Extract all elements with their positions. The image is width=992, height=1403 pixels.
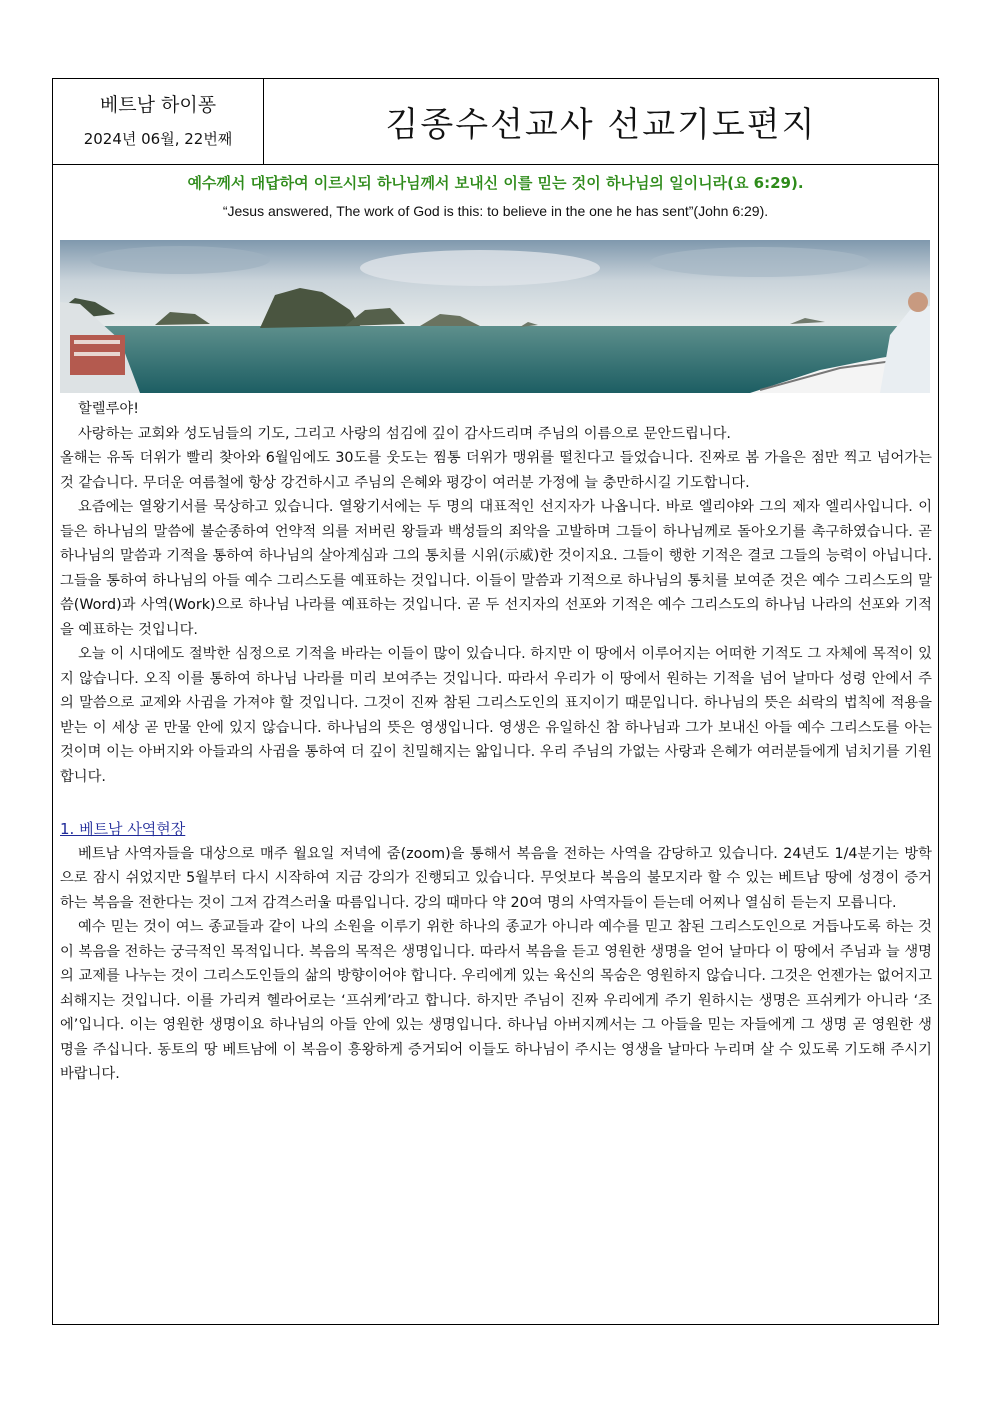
paragraph: 요즘에는 열왕기서를 묵상하고 있습니다. 열왕기서에는 두 명의 대표적인 선지자가 나옵니다. 바로 엘리야와 그의 제자 엘리사입니다. 이들은 하나님의 말씀에 불순종하여 언약적 의를 저버린 왕들과 백성들의 죄악을 고발하며 그들이 하나님께로 돌아오기를 촉구하였습니다. 곧 하나님의 말씀과 기적을 통하여 하나님의 살아계심과 그의 통치를 시위(示威)한 것이지요. 그들이 행한 기적은 결코 그들의 능력이 아닙니다. 그들을 통하여 하나님의 아들 예수 그리스도를 예표하는 것입니다. 이들이 말씀과 기적으로 하나님의 통치를 보여준 것은 예수 그리스도의 말씀(Word)과 사역(Work)으로 하나님 나라를 예표하는 것입니다. 곧 두 선지자의 선포와 기적은 예수 그리스도의 하나님 나라의 선포와 기적을 예표하는 것입니다.: [60, 499, 932, 638]
location-label: 베트남 하이퐁: [99, 94, 217, 116]
paragraph: 올해는 유독 더위가 빨리 찾아와 6월임에도 30도를 웃도는 찜통 더위가 맹위를 떨친다고 들었습니다. 진짜로 봄 가을은 점만 찍고 넘어가는 것 같습니다. 무더운 여름철에 항상 강건하시고 주님의 은혜와 평강이 여러분 가정에 늘 충만하시길 기도합니다.: [60, 450, 932, 491]
issue-date: 2024년 06월, 22번째: [83, 130, 233, 148]
header-info-box: [53, 79, 264, 164]
paragraph: 베트남 사역자들을 대상으로 매주 월요일 저녁에 줌(zoom)을 통해서 복음을 전하는 사역을 감당하고 있습니다. 24년도 1/4분기는 방학으로 잠시 쉬었지만 5월부터 다시 시작하여 지금 강의가 진행되고 있습니다. 무엇보다 복음의 불모지라 할 수 있는 베트남 땅에 성경이 증거하는 복음을 전한다는 것이 그저 감격스러울 따름입니다. 강의 때마다 약 20여 명의 사역자들이 듣는데 어찌나 열심히 듣는지 모릅니다.: [60, 845, 932, 911]
paragraph: 사랑하는 교회와 성도님들의 기도, 그리고 사랑의 섬김에 깊이 감사드리며 주님의 이름으로 문안드립니다.: [78, 425, 731, 442]
verse-english: “Jesus answered, The work of God is this: to believe in the one he has sent”(John 6:29).: [222, 203, 769, 219]
verse-korean: 예수께서 대답하여 이르시되 하나님께서 보내신 이를 믿는 것이 하나님의 일이니라(요 6:29).: [187, 174, 804, 192]
letter-body: [60, 397, 932, 1087]
paragraph: 예수 믿는 것이 여느 종교들과 같이 나의 소원을 이루기 위한 하나의 종교가 아니라 예수를 믿고 참된 그리스도인으로 거듭나도록 하는 것이 복음을 전하는 궁극적인 목적입니다. 복음의 목적은 생명입니다. 따라서 복음을 듣고 영원한 생명을 얻어 날마다 이 땅에서 주님과 늘 생명의 교제를 나누는 것이 그리스도인들의 삶의 방향이어야 합니다. 우리에게 있는 육신의 목숨은 영원하지 않습니다. 그것은 언젠가는 없어지고 쇠해지는 것입니다. 이를 가리켜 헬라어로는 ‘프쉬케’라고 합니다. 하지만 주님이 진짜 우리에게 주기 원하시는 생명은 프쉬케가 아니라 ‘조에’입니다. 이는 영원한 생명이요 하나님의 아들 안에 있는 생명입니다. 하나님 아버지께서는 그 아들을 믿는 자들에게 그 생명 곧 영원한 생명을 주십니다. 동토의 땅 베트남에 이 복음이 흥왕하게 증거되어 이들도 하나님이 주시는 영생을 날마다 누리며 살 수 있도록 기도해 주시기 바랍니다.: [60, 919, 932, 1082]
paragraph: 오늘 이 시대에도 절박한 심정으로 기적을 바라는 이들이 많이 있습니다. 하지만 이 땅에서 이루어지는 어떠한 기적도 그 자체에 목적이 있지 않습니다. 오직 이를 통하여 하나님 나라를 미리 보여주는 것입니다. 따라서 우리가 이 땅에서 원하는 기적을 넘어 날마다 성령 안에서 주의 말씀으로 교제와 사귐을 가져야 할 것입니다. 그것이 진짜 참된 그리스도인의 표지이기 때문입니다. 하나님의 뜻은 쇠락의 법칙에 적용을 받는 이 세상 곧 만물 안에 있지 않습니다. 하나님의 뜻은 영생입니다. 영생은 유일하신 참 하나님과 그가 보내신 아들 예수 그리스도를 아는 것이며 이는 아버지와 아들과의 사귐을 통하여 더 깊이 친밀해지는 앎입니다. 우리 주님의 가없는 사랑과 은혜가 여러분들에게 넘치기를 기원합니다.: [60, 646, 932, 785]
letter-title: 김종수선교사 선교기도편지: [385, 105, 817, 145]
greeting: 할렐루야!: [78, 401, 139, 417]
halong-bay-photo: [60, 240, 930, 393]
letter-frame: [52, 78, 939, 1325]
section-title: 1. 베트남 사역현장: [60, 820, 186, 838]
letter-header: [53, 79, 938, 165]
